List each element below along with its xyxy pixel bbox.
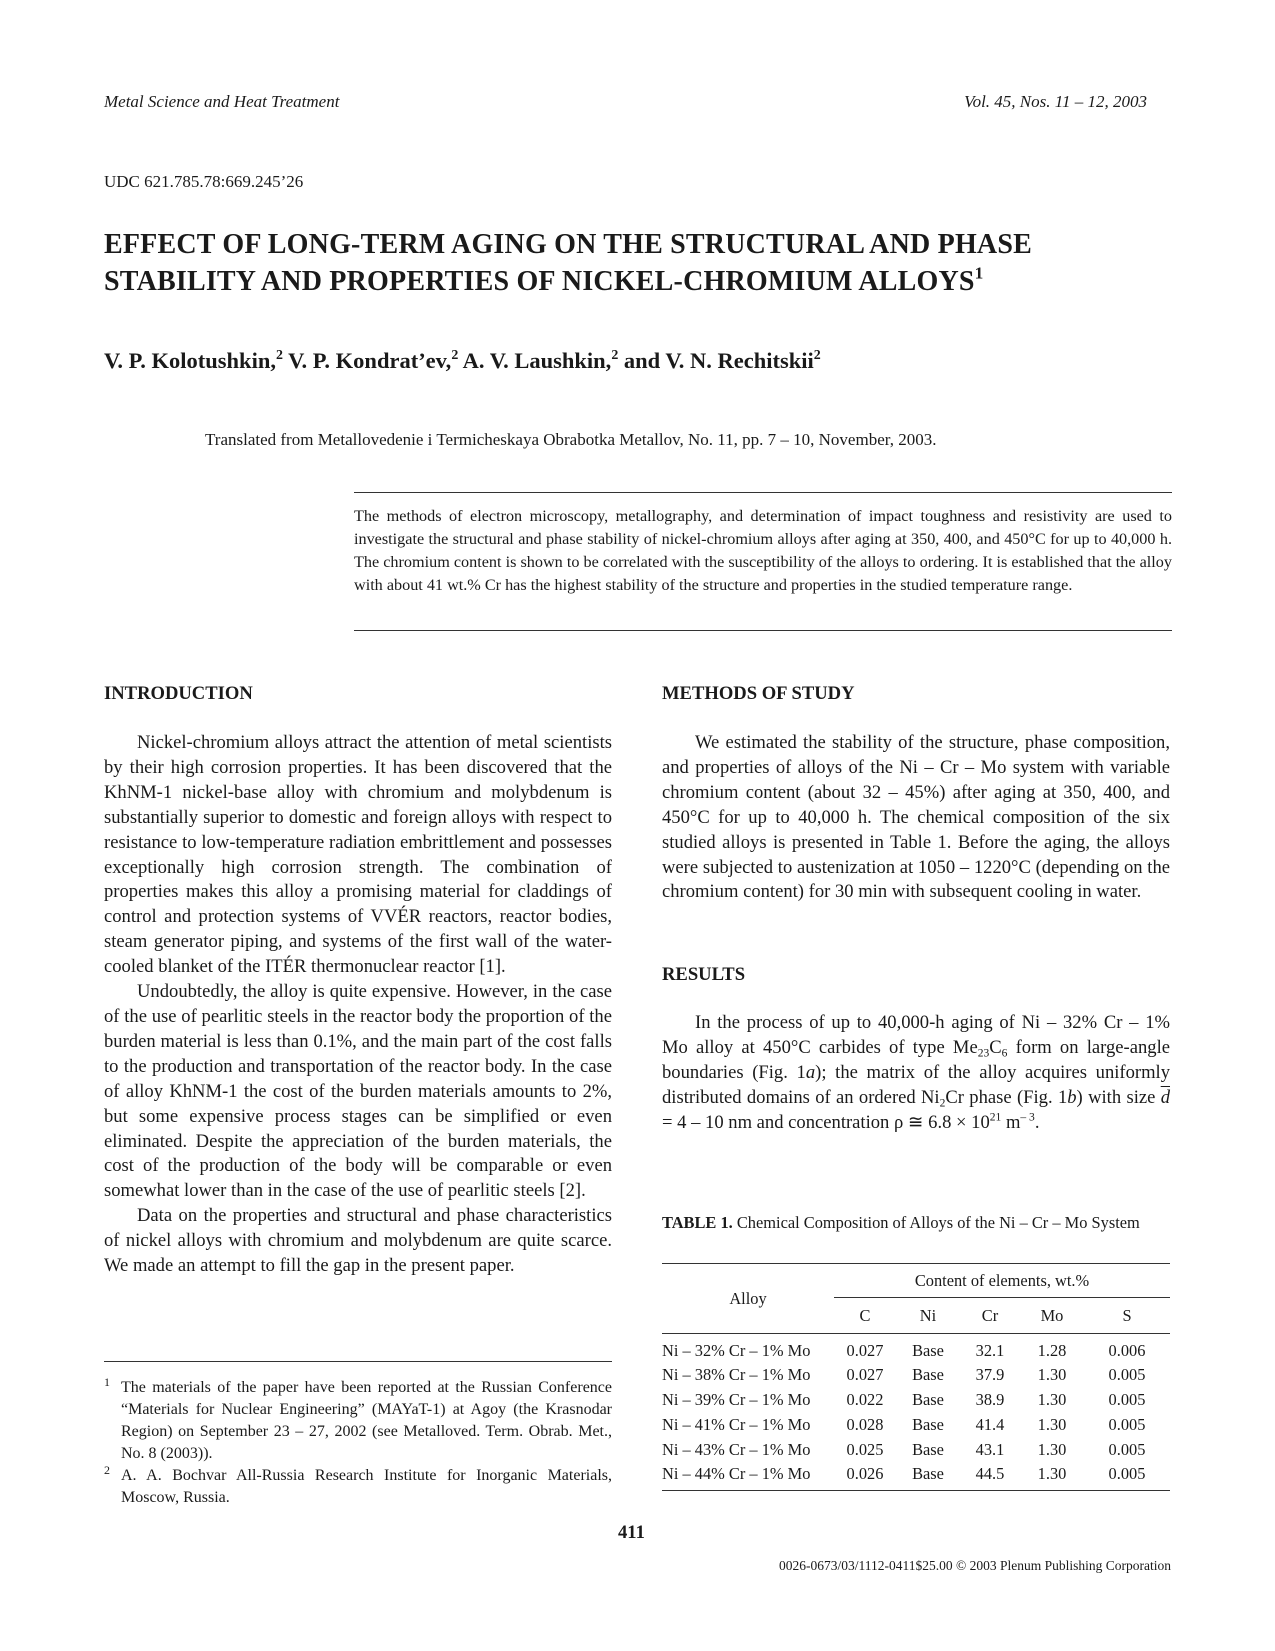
table-cell: 0.006 [1108, 1341, 1146, 1361]
author-name: V. P. Kolotushkin, [104, 348, 276, 373]
composition-table [662, 1263, 1170, 1491]
title-footnote-mark: 1 [974, 263, 984, 283]
footnote [104, 1377, 612, 1465]
table-cell: 0.027 [846, 1341, 884, 1361]
table-cell: 0.005 [1108, 1464, 1146, 1484]
abstract: The methods of electron microscopy, metallography, and determination of impact toughness and resistivity are used to investigate the structural and phase stability of nickel-chromium alloys after aging at 350, 400, and 450°C for up to 40,000 h. The chromium content is shown to be correlated with the susceptibility of the alloys to ordering. It is established that the alloy with about 41 wt.% Cr has the highest stability of the structure and properties in the studied temperature range. [354, 507, 1172, 594]
table-cell: 1.30 [1037, 1415, 1067, 1434]
table-cell: 43.1 [975, 1440, 1005, 1459]
table-cell: Base [912, 1415, 944, 1434]
author-affiliation-mark: 2 [275, 347, 283, 363]
volume-info: Vol. 45, Nos. 11 – 12, 2003 [964, 92, 1147, 111]
footnote [104, 1465, 612, 1509]
author-affiliation-mark: 2 [611, 347, 619, 363]
results-section [662, 1011, 1170, 1136]
table-cell: 0.005 [1108, 1365, 1146, 1384]
column-header: Mo [1040, 1305, 1064, 1325]
alloy-cell: Ni – 38% Cr – 1% Mo [662, 1365, 811, 1384]
author-name: and V. N. Rechitskii [623, 348, 814, 373]
alloy-cell: Ni – 32% Cr – 1% Mo [662, 1341, 811, 1361]
table-cell: Base [912, 1440, 944, 1459]
introduction-paragraph: Nickel-chromium alloys attract the attention of metal scientists by their high corrosion properties. It has been discovered that the KhNM-1 nickel-base alloy with chromium and molybdenum is substantially superior to domestic and foreign alloys with respect to resistance to low-temperature radiation embrittlement and possesses exceptionally high corrosion strength. The combination of properties makes this alloy a promising material for claddings of control and protection systems of VVÉR reactors, reactor bodies, steam generator piping, and systems of the first wall of the water-cooled blanket of the ITÉR thermonuclear reactor [1]. [104, 732, 612, 978]
table-row [662, 1388, 1170, 1413]
table-cell: 0.028 [846, 1415, 884, 1434]
translation-note: Translated from Metallovedenie i Termicheskaya Obrabotka Metallov, No. 11, pp. 7 – 10, November, 2003. [205, 430, 937, 449]
table-cell: Base [912, 1341, 944, 1361]
alloy-cell: Ni – 41% Cr – 1% Mo [662, 1415, 811, 1434]
table-cell: 0.027 [846, 1365, 884, 1384]
abstract-top-rule [354, 492, 1172, 493]
column-header: Ni [919, 1305, 937, 1325]
footnote-mark: 1 [104, 1375, 110, 1389]
table-row [662, 1413, 1170, 1438]
udc-code: UDC 621.785.78:669.245’26 [104, 172, 304, 191]
table-cell: 41.4 [975, 1415, 1005, 1434]
methods-heading: METHODS OF STUDY [662, 683, 855, 704]
column-group-header: Content of elements, wt.% [834, 1264, 1170, 1298]
table-cell: 38.9 [975, 1390, 1005, 1409]
author-list [104, 348, 821, 374]
paper-title [104, 226, 1184, 300]
table-caption [662, 1212, 1170, 1234]
table-cell: 0.026 [846, 1464, 884, 1484]
journal-name: Metal Science and Heat Treatment [104, 92, 340, 111]
table-cell: 32.1 [975, 1341, 1005, 1361]
table-row [662, 1438, 1170, 1463]
footnote-rule [104, 1361, 612, 1362]
introduction-paragraph: Undoubtedly, the alloy is quite expensive. However, in the case of the use of pearlitic steels in the reactor body the proportion of the burden material is less than 0.1%, and the main part of the cost falls to the production and transportation of the reactor body. In the case of alloy KhNM-1 the cost of the burden materials amounts to 2%, but some expensive process stages can be simplified or even eliminated. Despite the appreciation of the burden materials, the cost of the production of the body will be comparable or even somewhat lower than in the case of the use of pearlitic steels [2]. [104, 981, 612, 1202]
column-header: Cr [981, 1305, 999, 1325]
results-heading: RESULTS [662, 964, 746, 985]
title-line-2: STABILITY AND PROPERTIES OF NICKEL-CHROMIUM ALLOYS [104, 266, 975, 297]
footnotes [104, 1377, 612, 1509]
table-cell: 0.005 [1108, 1440, 1146, 1459]
table-cell: 1.30 [1037, 1440, 1067, 1459]
footnote-text: A. A. Bochvar All-Russia Research Institute for Inorganic Materials, Moscow, Russia. [121, 1467, 612, 1506]
introduction-paragraph: Data on the properties and structural and phase characteristics of nickel alloys with chromium and molybdenum are quite scarce. We made an attempt to fill the gap in the present paper. [104, 1205, 612, 1277]
author-name: A. V. Laushkin, [462, 348, 612, 373]
methods-paragraph: We estimated the stability of the structure, phase composition, and properties of alloys of the Ni – Cr – Mo system with variable chromium content (about 32 – 45%) after aging at 350, 400, and 450°C for up to 40,000 h. The chemical composition of the six studied alloys is presented in Table 1. Before the aging, the alloys were subjected to austenization at 1050 – 1220°C (depending on the chromium content) for 30 min with subsequent cooling in water. [662, 732, 1170, 903]
table-cell: 1.30 [1037, 1365, 1067, 1384]
table-cell: 44.5 [975, 1464, 1005, 1484]
table-cell: 37.9 [975, 1365, 1005, 1384]
table-cell: 1.30 [1037, 1464, 1067, 1484]
footnote-text: The materials of the paper have been reported at the Russian Conference “Materials for Nuclear Engineering” (MAYaT-1) at Agoy (the Krasnodar Region) on September 23 – 27, 2002 (see Metalloved. Term. Obrab. Met., No. 8 (2003)). [121, 1379, 612, 1462]
copyright-line: 0026-0673/03/1112-0411$25.00 © 2003 Plenum Publishing Corporation [778, 1558, 1171, 1573]
table-cell: Base [912, 1365, 944, 1384]
author-name: V. P. Kondrat’ev, [288, 348, 452, 373]
methods-section [662, 731, 1170, 905]
table-cell: 0.022 [846, 1390, 884, 1409]
table-cell: 0.025 [846, 1440, 884, 1459]
table-row [662, 1463, 1170, 1491]
table-cell: Base [912, 1464, 944, 1484]
abstract-bottom-rule [354, 630, 1172, 631]
column-header-alloy: Alloy [729, 1288, 767, 1308]
column-header: S [1122, 1305, 1132, 1325]
introduction-heading: INTRODUCTION [104, 683, 253, 704]
page-number: 411 [618, 1522, 645, 1543]
footnote-mark: 2 [104, 1463, 110, 1477]
table-row [662, 1334, 1170, 1363]
results-paragraph: In the process of up to 40,000-h aging of Ni – 32% Cr – 1% Mo alloy at 450°C carbides of type $Me_{23}C_6$ form on large-angle boundaries (Fig. 1a); the matrix of the alloy acquires uniformly distributed domains of an ordered $Ni_2Cr$ phase (Fig. 1b) with size $\overline{d} = 4 - 10$ nm and concentration ρ ≅ $6.8 \times 10^{21}$ $m^{- 3}$. [662, 1012, 1171, 1133]
table-caption-text: Chemical Composition of Alloys of the Ni – Cr – Mo System [736, 1213, 1140, 1232]
table-cell: 1.30 [1037, 1390, 1067, 1409]
title-line-1: EFFECT OF LONG-TERM AGING ON THE STRUCTURAL AND PHASE [104, 229, 1032, 260]
table-cell: 1.28 [1037, 1341, 1067, 1361]
table-label: TABLE 1. [662, 1213, 733, 1232]
author-affiliation-mark: 2 [813, 347, 821, 363]
table-cell: 0.005 [1108, 1415, 1146, 1434]
table-cell: 0.005 [1108, 1390, 1146, 1409]
introduction-section [104, 731, 612, 1279]
alloy-cell: Ni – 39% Cr – 1% Mo [662, 1390, 811, 1409]
alloy-cell: Ni – 44% Cr – 1% Mo [662, 1464, 811, 1484]
alloy-cell: Ni – 43% Cr – 1% Mo [662, 1440, 811, 1459]
author-affiliation-mark: 2 [451, 347, 459, 363]
column-header: C [859, 1305, 871, 1325]
table-row [662, 1363, 1170, 1388]
table-cell: Base [912, 1390, 944, 1409]
